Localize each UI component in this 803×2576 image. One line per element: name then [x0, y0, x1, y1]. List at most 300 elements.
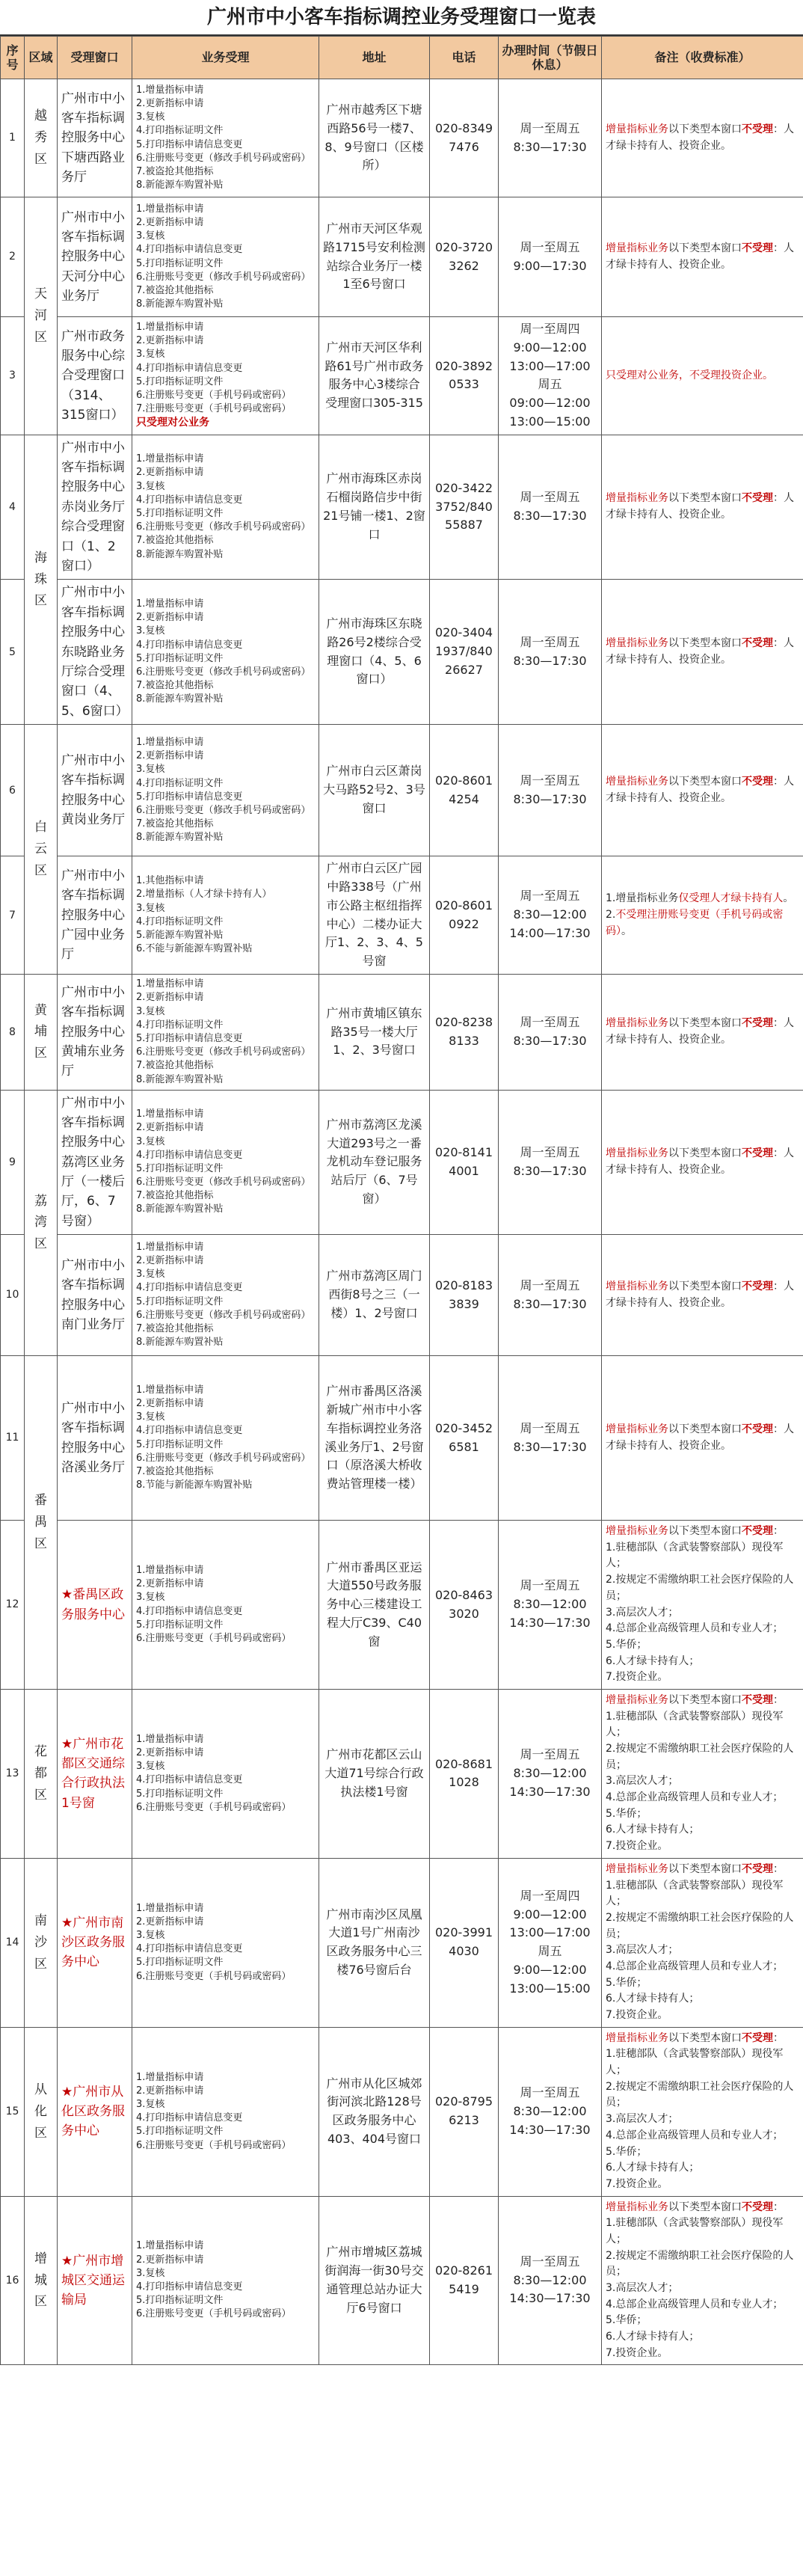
business-item: 5.打印指标证明文件 — [136, 1619, 224, 1631]
table-row — [1, 856, 803, 975]
row-window: 广州市中小客车指标调控服务中心下塘西路业务厅 — [58, 79, 132, 197]
note-text: 以下类型本窗口 — [668, 2201, 742, 2213]
row-district: 荔湾区 — [25, 1090, 58, 1355]
row-address: 广州市海珠区赤岗石榴岗路信步中街21号铺一楼1、2窗口 — [319, 435, 430, 579]
hours-line: 8:30—17:30 — [513, 1163, 587, 1178]
business-item: 4.打印指标证明文件 — [136, 916, 224, 927]
row-seq: 3 — [1, 317, 25, 435]
business-item: 6.注册账号变更（修改手机号码或密码） — [136, 666, 311, 678]
table-row — [1, 79, 803, 197]
note-text: 1.增量指标业务 — [606, 892, 679, 905]
note-text: 增量指标业务 — [606, 1423, 668, 1435]
row-window: 广州市中小客车指标调控服务中心荔湾区业务厅（一楼后厅，6、7号窗） — [58, 1090, 132, 1234]
hours-line: 9:00—12:00 — [513, 1963, 587, 1978]
row-seq: 10 — [1, 1235, 25, 1356]
row-address: 广州市花都区云山大道71号综合行政执法楼1号窗 — [319, 1689, 430, 1858]
note-text: 不受理 — [742, 1693, 773, 1706]
business-item: 5.打印指标申请信息变更 — [136, 1032, 243, 1044]
row-phone: 020-83497476 — [430, 79, 499, 197]
business-item: 1.增量指标申请 — [136, 1733, 204, 1745]
hours-line: 9:00—17:30 — [513, 258, 587, 273]
row-business-list — [132, 725, 319, 856]
row-business-list — [132, 197, 319, 317]
row-district: 花都区 — [25, 1689, 58, 1858]
note-text: 6.人才绿卡持有人； — [606, 1993, 700, 2005]
note-text: 5.华侨； — [606, 1638, 647, 1651]
hours-line: 周一至周五 — [520, 1578, 580, 1593]
note-text: 4.总部企业高级管理人员和专业人才； — [606, 1622, 784, 1635]
business-item: 3.复核 — [136, 1005, 165, 1017]
hours-line: 周一至周五 — [520, 1145, 580, 1160]
row-business-list — [132, 79, 319, 197]
business-item: 2.更新指标申请 — [136, 467, 204, 479]
business-item: 1.增量指标申请 — [136, 598, 204, 610]
business-restriction: 只受理对公业务 — [136, 417, 209, 429]
note-text: 不受理注册账号变更（手机号码或密码） — [606, 908, 784, 937]
row-business-list — [132, 317, 319, 435]
hours-line: 8:30—17:30 — [513, 1439, 587, 1454]
business-item: 4.打印指标申请信息变更 — [136, 362, 243, 374]
row-window: 广州市政务服务中心综合受理窗口（314、315窗口） — [58, 317, 132, 435]
row-seq: 15 — [1, 2027, 25, 2196]
row-address: 广州市番禺区洛溪新城广州市中小客车指标调控业务洛溪业务厅1、2号窗口（原洛溪大桥收费站管理楼一楼） — [319, 1356, 430, 1521]
business-item: 4.打印指标申请信息变更 — [136, 1282, 243, 1294]
row-seq: 5 — [1, 580, 25, 725]
note-text: 3.高层次人才； — [606, 1606, 679, 1619]
business-item: 7.被盗抢其他指标 — [136, 535, 214, 547]
hours-line: 周一至周五 — [520, 634, 580, 649]
business-item: 8.节能与新能源车购置补贴 — [136, 1479, 253, 1491]
note-text: 增量指标业务 — [606, 1280, 668, 1292]
note-text: ： — [773, 1693, 784, 1706]
note-text: ： — [773, 2031, 784, 2044]
table-row — [1, 580, 803, 725]
note-text: 不受理 — [742, 1862, 773, 1875]
row-business-list — [132, 1235, 319, 1356]
business-item: 6.注册账号变更（手机号码或密码） — [136, 1801, 292, 1813]
row-window: 广州市中小客车指标调控服务中心洛溪业务厅 — [58, 1356, 132, 1521]
note-text: 2.按规定不需缴纳职工社会医疗保险的人员； — [606, 2249, 794, 2278]
table-row — [1, 1521, 803, 1690]
business-item: 2.更新指标申请 — [136, 216, 204, 228]
row-window: ★广州市花都区交通综合行政执法1号窗 — [58, 1689, 132, 1858]
row-business-list — [132, 1858, 319, 2027]
business-item: 1.增量指标申请 — [136, 84, 204, 96]
business-item: 5.打印指标证明文件 — [136, 1438, 224, 1450]
note-text: 不受理 — [742, 242, 773, 254]
business-item: 5.打印指标证明文件 — [136, 1957, 224, 1969]
row-business-list — [132, 2196, 319, 2365]
header-note: 备注（收费标准） — [602, 37, 803, 79]
hours-line: 周一至周五 — [520, 239, 580, 254]
note-text: 1.驻穗部队（含武装警察部队）现役军人； — [606, 2217, 784, 2245]
note-text: 增量指标业务 — [606, 2201, 668, 2213]
row-hours — [499, 725, 602, 856]
row-hours — [499, 856, 602, 975]
business-item: 7.被盗抢其他指标 — [136, 1060, 214, 1072]
row-address: 广州市荔湾区龙溪大道293号之一番龙机动车登记服务站后厅（6、7号窗） — [319, 1090, 430, 1234]
business-item: 5.打印指标证明文件 — [136, 652, 224, 664]
hours-line: 周一至周五 — [520, 2254, 580, 2269]
row-hours — [499, 1235, 602, 1356]
note-text: ： — [773, 1862, 784, 1875]
header-business: 业务受理 — [132, 37, 319, 79]
hours-line: 8:30—12:00 — [513, 1766, 587, 1780]
note-text: 增量指标业务 — [606, 1017, 668, 1030]
windows-table — [0, 36, 803, 2365]
row-district: 天河区 — [25, 197, 58, 435]
note-text: 以下类型本窗口 — [668, 637, 742, 649]
hours-line: 8:30—17:30 — [513, 791, 587, 806]
note-text: 6.人才绿卡持有人； — [606, 1824, 700, 1836]
row-phone: 020-39914030 — [430, 1858, 499, 2027]
note-text: 增量指标业务 — [606, 2031, 668, 2044]
row-note — [602, 2196, 803, 2365]
row-note — [602, 79, 803, 197]
business-item: 5.打印指标证明文件 — [136, 1295, 224, 1307]
business-item: 3.复核 — [136, 764, 165, 776]
row-note — [602, 725, 803, 856]
business-item: 3.复核 — [136, 480, 165, 492]
note-text: 1.驻穗部队（含武装警察部队）现役军人； — [606, 1879, 784, 1908]
row-phone: 020-38920533 — [430, 317, 499, 435]
table-body — [1, 79, 803, 2365]
business-item: 5.打印指标证明文件 — [136, 2295, 224, 2307]
business-item: 1.增量指标申请 — [136, 321, 204, 333]
business-item: 2.更新指标申请 — [136, 992, 204, 1004]
row-window: 广州市中小客车指标调控服务中心天河分中心业务厅 — [58, 197, 132, 317]
row-seq: 6 — [1, 725, 25, 856]
business-item: 4.打印指标申请信息变更 — [136, 2281, 243, 2293]
hours-line: 13:00—15:00 — [509, 1981, 591, 1996]
document-title: 广州市中小客车指标调控业务受理窗口一览表 — [0, 0, 803, 36]
row-note — [602, 1689, 803, 1858]
row-phone: 020-86811028 — [430, 1689, 499, 1858]
note-text: 增量指标业务 — [606, 1525, 668, 1538]
note-text: 3.高层次人才； — [606, 1775, 679, 1788]
note-text: 以下类型本窗口 — [668, 1280, 742, 1292]
business-item: 2.更新指标申请 — [136, 1255, 204, 1267]
note-text: 增量指标业务 — [606, 123, 668, 135]
business-item: 4.打印指标申请信息变更 — [136, 1605, 243, 1617]
note-text: ：人才绿卡持有人、投资企业。 — [606, 123, 794, 152]
hours-line: 周一至周五 — [520, 2085, 580, 2100]
table-row — [1, 1235, 803, 1356]
row-phone: 020-34223752/84055887 — [430, 435, 499, 579]
hours-line: 8:30—17:30 — [513, 653, 587, 668]
row-seq: 11 — [1, 1356, 25, 1521]
note-text: 2.按规定不需缴纳职工社会医疗保险的人员； — [606, 1574, 794, 1602]
business-item: 8.新能源车购置补贴 — [136, 693, 224, 705]
business-item: 1.增量指标申请 — [136, 1902, 204, 1914]
note-text: 4.总部企业高级管理人员和专业人才； — [606, 1960, 784, 1972]
table-row — [1, 435, 803, 579]
row-seq: 13 — [1, 1689, 25, 1858]
business-item: 4.打印指标申请信息变更 — [136, 1774, 243, 1786]
note-text: 增量指标业务 — [606, 1147, 668, 1160]
business-item: 4.打印指标申请信息变更 — [136, 244, 243, 256]
note-text: 以下类型本窗口 — [668, 123, 742, 135]
business-item: 8.新能源车购置补贴 — [136, 832, 224, 844]
row-window: 广州市中小客车指标调控服务中心黄岗业务厅 — [58, 725, 132, 856]
hours-line: 14:30—17:30 — [509, 2122, 591, 2137]
row-phone: 020-86010922 — [430, 856, 499, 975]
table-row — [1, 2196, 803, 2365]
row-address: 广州市荔湾区周门西街8号之三（一楼）1、2号窗口 — [319, 1235, 430, 1356]
business-item: 1.增量指标申请 — [136, 2071, 204, 2083]
business-item: 4.打印指标证明文件 — [136, 125, 224, 137]
business-item: 5.打印指标证明文件 — [136, 2126, 224, 2138]
note-text: ：人才绿卡持有人、投资企业。 — [606, 1147, 794, 1176]
table-row — [1, 1689, 803, 1858]
row-phone: 020-81833839 — [430, 1235, 499, 1356]
business-item: 6.注册账号变更（手机号码或密码） — [136, 1632, 292, 1644]
hours-line: 8:30—12:00 — [513, 907, 587, 922]
note-text: 以下类型本窗口 — [668, 242, 742, 254]
business-item: 5.打印指标证明文件 — [136, 1162, 224, 1174]
note-text: 2.按规定不需缴纳职工社会医疗保险的人员； — [606, 2080, 794, 2109]
business-item: 2.更新指标申请 — [136, 1578, 204, 1590]
row-address: 广州市番禺区亚运大道550号政务服务中心三楼建设工程大厅C39、C40窗 — [319, 1521, 430, 1690]
row-hours — [499, 317, 602, 435]
business-item: 2.更新指标申请 — [136, 1398, 204, 1410]
business-item: 1.增量指标申请 — [136, 1564, 204, 1576]
business-item: 4.打印指标证明文件 — [136, 777, 224, 789]
row-phone: 020-84633020 — [430, 1521, 499, 1690]
business-item: 3.复核 — [136, 2267, 165, 2279]
row-window: ★广州市增城区交通运输局 — [58, 2196, 132, 2365]
row-address: 广州市海珠区东晓路26号2楼综合受理窗口（4、5、6窗口） — [319, 580, 430, 725]
row-phone: 020-34526581 — [430, 1356, 499, 1521]
note-text: 4.总部企业高级管理人员和专业人才； — [606, 1791, 784, 1804]
business-item: 7.被盗抢其他指标 — [136, 1465, 214, 1477]
row-window: 广州市中小客车指标调控服务中心黄埔东业务厅 — [58, 975, 132, 1091]
row-hours — [499, 1356, 602, 1521]
row-phone: 020-82615419 — [430, 2196, 499, 2365]
business-item: 1.增量指标申请 — [136, 1108, 204, 1120]
note-text: 3.高层次人才； — [606, 1944, 679, 1957]
business-item: 4.打印指标申请信息变更 — [136, 639, 243, 651]
row-address: 广州市黄埔区镇东路35号一楼大厅1、2、3号窗口 — [319, 975, 430, 1091]
hours-line: 周一至周五 — [520, 120, 580, 135]
row-hours — [499, 1090, 602, 1234]
business-item: 3.复核 — [136, 1761, 165, 1773]
table-row — [1, 1090, 803, 1234]
table-row — [1, 317, 803, 435]
business-item: 4.打印指标证明文件 — [136, 1019, 224, 1031]
row-district: 越秀区 — [25, 79, 58, 197]
header-district: 区域 — [25, 37, 58, 79]
hours-line: 14:00—17:30 — [509, 926, 591, 941]
hours-line: 14:30—17:30 — [509, 1784, 591, 1799]
note-text: 7.投资企业。 — [606, 2009, 668, 2022]
hours-line: 9:00—12:00 — [513, 340, 587, 355]
business-item: 3.复核 — [136, 1592, 165, 1604]
note-text: 。 — [621, 924, 632, 937]
note-text: 3.高层次人才； — [606, 2113, 679, 2126]
hours-line: 周一至周五 — [520, 1278, 580, 1292]
note-text: 以下类型本窗口 — [668, 1693, 742, 1706]
business-item: 7.注册账号变更（手机号码或密码） — [136, 403, 292, 415]
row-note — [602, 317, 803, 435]
row-seq: 14 — [1, 1858, 25, 2027]
business-item: 5.打印指标证明文件 — [136, 257, 224, 269]
note-text: 。 — [783, 892, 794, 905]
note-text: 不受理 — [742, 776, 773, 788]
note-text: 1.驻穗部队（含武装警察部队）现役军人； — [606, 2048, 784, 2077]
business-item: 3.复核 — [136, 1135, 165, 1147]
row-note — [602, 580, 803, 725]
note-text: 不受理 — [742, 2201, 773, 2213]
hours-line: 14:30—17:30 — [509, 1615, 591, 1630]
row-business-list — [132, 856, 319, 975]
note-text: 不受理 — [742, 2031, 773, 2044]
note-text: 5.华侨； — [606, 2314, 647, 2327]
row-seq: 2 — [1, 197, 25, 317]
business-item: 6.注册账号变更（手机号码或密码） — [136, 1970, 292, 1982]
row-business-list — [132, 975, 319, 1091]
row-address: 广州市天河区华观路1715号安利检测站综合业务厅一楼1至6号窗口 — [319, 197, 430, 317]
row-phone: 020-82388133 — [430, 975, 499, 1091]
header-hours: 办理时间（节假日休息） — [499, 37, 602, 79]
header-seq: 序号 — [1, 37, 25, 79]
business-item: 8.新能源车购置补贴 — [136, 1073, 224, 1085]
business-item: 5.打印指标证明文件 — [136, 1788, 224, 1800]
note-text: 6.人才绿卡持有人； — [606, 2331, 700, 2343]
note-text: 只受理对公业务，不受理投资企业。 — [606, 369, 773, 381]
note-text: 增量指标业务 — [606, 776, 668, 788]
hours-line: 周一至周五 — [520, 1420, 580, 1435]
hours-line: 09:00—12:00 — [509, 396, 591, 411]
business-item: 3.复核 — [136, 1269, 165, 1281]
business-item: 8.新能源车购置补贴 — [136, 180, 224, 191]
row-business-list — [132, 2027, 319, 2196]
business-item: 2.更新指标申请 — [136, 97, 204, 109]
row-district: 从化区 — [25, 2027, 58, 2196]
row-hours — [499, 435, 602, 579]
row-window: 广州市中小客车指标调控服务中心广园中业务厅 — [58, 856, 132, 975]
row-note — [602, 1356, 803, 1521]
row-district: 黄埔区 — [25, 975, 58, 1091]
table-row — [1, 2027, 803, 2196]
row-note — [602, 975, 803, 1091]
hours-line: 8:30—12:00 — [513, 1597, 587, 1612]
row-hours — [499, 79, 602, 197]
note-text: 增量指标业务 — [606, 1862, 668, 1875]
business-item: 2.更新指标申请 — [136, 335, 204, 347]
table-row — [1, 197, 803, 317]
hours-line: 9:00—12:00 — [513, 1907, 587, 1922]
note-text: 以下类型本窗口 — [668, 1017, 742, 1030]
table-row — [1, 1356, 803, 1521]
row-address: 广州市天河区华利路61号广州市政务服务中心3楼综合受理窗口305-315 — [319, 317, 430, 435]
row-phone: 020-87956213 — [430, 2027, 499, 2196]
note-text: ：人才绿卡持有人、投资企业。 — [606, 1017, 794, 1046]
note-text: 5.华侨； — [606, 1807, 647, 1820]
business-item: 2.更新指标申请 — [136, 2085, 204, 2097]
note-text: 6.人才绿卡持有人； — [606, 1655, 700, 1667]
note-text: 4.总部企业高级管理人员和专业人才； — [606, 2298, 784, 2310]
row-note — [602, 1235, 803, 1356]
row-address: 广州市白云区广园中路338号（广州市公路主枢纽指挥中心）二楼办证大厅1、2、3、4、5号窗 — [319, 856, 430, 975]
business-item: 4.打印指标申请信息变更 — [136, 1425, 243, 1437]
row-seq: 8 — [1, 975, 25, 1091]
row-seq: 9 — [1, 1090, 25, 1234]
row-window: ★番禺区政务服务中心 — [58, 1521, 132, 1690]
row-district: 南沙区 — [25, 1858, 58, 2027]
business-item: 5.打印指标申请信息变更 — [136, 791, 243, 803]
business-item: 4.打印指标申请信息变更 — [136, 1149, 243, 1161]
note-text: 7.投资企业。 — [606, 2177, 668, 2190]
row-district: 白云区 — [25, 725, 58, 975]
note-text: ：人才绿卡持有人、投资企业。 — [606, 776, 794, 804]
row-note — [602, 435, 803, 579]
note-text: 4.总部企业高级管理人员和专业人才； — [606, 2129, 784, 2141]
business-item: 5.打印指标申请信息变更 — [136, 138, 243, 150]
note-text: 7.投资企业。 — [606, 2346, 668, 2359]
business-item: 6.注册账号变更（修改手机号码或密码） — [136, 271, 311, 283]
business-item: 2.更新指标申请 — [136, 1122, 204, 1134]
note-text: 1.驻穗部队（含武装警察部队）现役军人； — [606, 1541, 784, 1570]
row-address: 广州市从化区城郊街河滨北路128号区政务服务中心403、404号窗口 — [319, 2027, 430, 2196]
row-hours — [499, 2027, 602, 2196]
note-text: 不受理 — [742, 492, 773, 505]
row-business-list — [132, 1689, 319, 1858]
business-item: 8.新能源车购置补贴 — [136, 1203, 224, 1215]
row-seq: 12 — [1, 1521, 25, 1690]
business-item: 3.复核 — [136, 625, 165, 637]
business-item: 6.注册账号变更（修改手机号码或密码） — [136, 521, 311, 533]
row-window: ★广州市从化区政务服务中心 — [58, 2027, 132, 2196]
row-hours — [499, 197, 602, 317]
business-item: 7.被盗抢其他指标 — [136, 284, 214, 296]
business-item: 1.增量指标申请 — [136, 453, 204, 465]
business-item: 1.增量指标申请 — [136, 1241, 204, 1253]
business-item: 5.新能源车购置补贴 — [136, 929, 224, 941]
table-row — [1, 725, 803, 856]
hours-line: 周一至周五 — [520, 1015, 580, 1030]
note-text: 不受理 — [742, 1525, 773, 1538]
row-phone: 020-34041937/84026627 — [430, 580, 499, 725]
business-item: 1.增量指标申请 — [136, 1384, 204, 1396]
hours-line: 13:00—17:00 — [509, 1925, 591, 1940]
hours-line: 8:30—17:30 — [513, 139, 587, 154]
row-business-list — [132, 1521, 319, 1690]
business-item: 4.打印指标申请信息变更 — [136, 1943, 243, 1955]
row-note — [602, 2027, 803, 2196]
header-phone: 电话 — [430, 37, 499, 79]
row-hours — [499, 1858, 602, 2027]
row-business-list — [132, 1356, 319, 1521]
note-text: 2.按规定不需缴纳职工社会医疗保险的人员； — [606, 1743, 794, 1771]
business-item: 2.更新指标申请 — [136, 1916, 204, 1928]
hours-line: 8:30—12:00 — [513, 2103, 587, 2118]
hours-line: 8:30—17:30 — [513, 508, 587, 523]
hours-line: 周一至周五 — [520, 889, 580, 904]
business-item: 3.复核 — [136, 349, 165, 361]
hours-line: 周一至周五 — [520, 1747, 580, 1762]
business-item: 6.注册账号变更（手机号码或密码） — [136, 2308, 292, 2320]
business-item: 6.注册账号变更（修改手机号码或密码） — [136, 1309, 311, 1321]
row-note — [602, 1090, 803, 1234]
business-item: 4.打印指标申请信息变更 — [136, 2112, 243, 2124]
business-item: 6.注册账号变更（修改手机号码或密码） — [136, 1177, 311, 1189]
note-text: 增量指标业务 — [606, 242, 668, 254]
row-address: 广州市白云区萧岗大马路52号2、3号窗口 — [319, 725, 430, 856]
note-text: ：人才绿卡持有人、投资企业。 — [606, 242, 794, 271]
note-text: 7.投资企业。 — [606, 1840, 668, 1853]
row-note — [602, 197, 803, 317]
